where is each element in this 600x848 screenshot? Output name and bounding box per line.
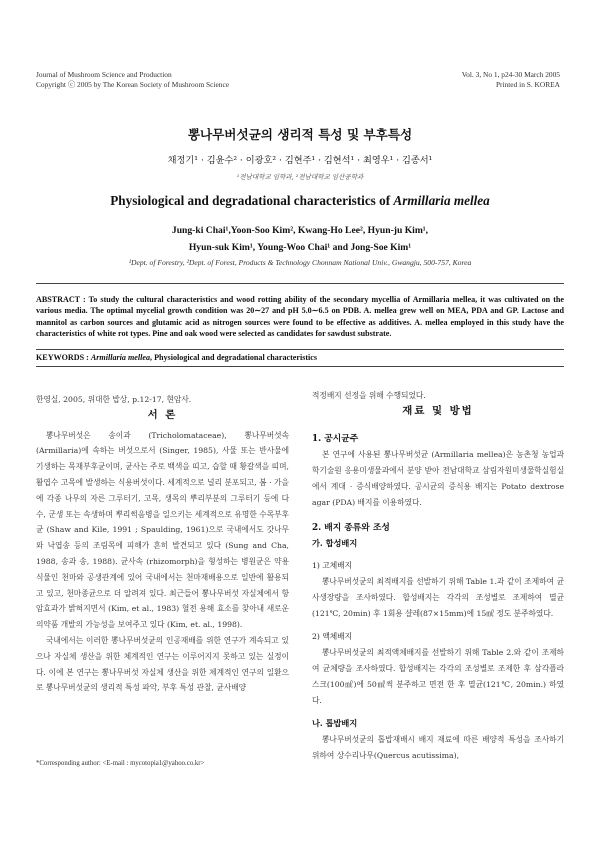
journal-name: Journal of Mushroom Science and Production: [36, 70, 172, 79]
title-english-species: Armillaria mellea: [393, 193, 490, 208]
abstract: [36, 294, 564, 339]
solid-media-paragraph: 뽕나무버섯균의 최적배지를 선발하기 위해 Table 1.과 같이 조제하여 균사생장량을 조사하였다. 합성배지는 각각의 조성별로 조제하여 멸균(121℃, 20min) 후 1회용 샬레(87×15mm)에 15㎖ 정도 분주하였다.: [312, 576, 564, 618]
affiliation-english: ¹Dept. of Forestry, ²Dept. of Forest, Products & Technology Chonnam National Univ., Gwangju, 500-757, Korea: [128, 258, 472, 267]
keywords-rest: , Physiological and degradational characteristics: [150, 353, 318, 362]
authors-english: [40, 222, 560, 256]
intro-paragraph-2: 국내에서는 이러한 뽕나무버섯균의 인공재배를 위한 연구가 계속되고 있으나 자실체 생산을 위한 체계적인 연구는 이루어지지 못하고 있는 실정이다. 이에 본 연구는 뽕나무버섯 자실체 생산을 위한 체계적인 연구의 일환으로 뽕나무버섯균의 생리적 특성 파악, 부후 특성 관찰, 균사배양: [36, 635, 289, 693]
keywords-species: Armillaria mellea: [90, 353, 151, 362]
left-column: [36, 392, 289, 696]
reference-carry: 한영실, 2005, 위대한 밥상, p.12-17, 현암사.: [36, 395, 192, 404]
section-methods-title: 재료 및 방법: [402, 404, 474, 417]
title-english-main: Physiological and degradational characteristics of: [110, 193, 394, 208]
printed-line: Printed in S. KOREA: [495, 80, 560, 89]
volume-line: Vol. 3, No 1, p24-30 March 2005: [461, 70, 560, 79]
corresponding-author-footnote: *Corresponding author: <E-mail : mycotopia1@yahoo.co.kr>: [36, 760, 205, 767]
divider-bottom: [36, 366, 564, 367]
sawdust-media-paragraph: 뽕나무버섯균의 톱밥재배시 배지 재료에 따른 배양적 특성을 조사하기 위하여 상수리나무(Quercus acutissima),: [312, 735, 564, 760]
authors-english-line2: Hyun-suk Kim¹, Young-Woo Chai¹ and Jong-Soe Kim¹: [188, 242, 412, 253]
keywords-label: KEYWORDS :: [36, 353, 91, 362]
title-english: [0, 193, 600, 209]
liquid-media-title: 2) 액체배지: [312, 632, 353, 642]
section-introduction-title: 서 론: [147, 408, 178, 421]
authors-korean: 채정기¹ · 김윤수² · 이광호² · 김현주¹ · 김현석¹ · 최영우¹ · 김종서¹: [167, 155, 433, 166]
right-column: [312, 388, 564, 764]
liquid-media-paragraph: 뽕나무버섯균의 최적액체배지를 선발하기 위해 Table 2.와 같이 조제하여 균체량을 조사하였다. 합성배지는 각각의 조성별로 조제한 후 삼각플라스크(100㎖)에 50㎖씩 분주하고 면전 한 후 멸균(121℃, 20min.) 하였다.: [312, 648, 564, 705]
synthetic-media-title: 가. 합성배지: [312, 538, 358, 549]
solid-media-title: 1) 고체배지: [312, 561, 353, 571]
right-carry: 적정배지 선정을 위해 수행되었다.: [312, 391, 426, 400]
divider-middle: [36, 349, 564, 350]
volume-header: [462, 70, 560, 90]
authors-english-line1: Jung-ki Chai¹,Yoon-Soo Kim², Kwang-Ho Lee², Hyun-ju Kim¹,: [171, 225, 429, 236]
copyright-line: Copyright ⓒ 2005 by The Korean Society of Mushroom Science: [36, 80, 230, 89]
abstract-text: To study the cultural characteristics and wood rotting ability of the secondary mycellia of Armillaria mellea, it was cultivated on the various media. The optimal mycelial growth condition was 20∼27 and pH 5.0∼6.5 on PDB. A. mellea grew well on MEA, PDA and GP. Lactose and mannitol as carbon sources and glutamic acid as nitrogen sources were found to be effective as additives. A. mellea employed in this study have the characteristics of white rot types. Pine and oak wood were selected as candidates for sawdust substrate.: [36, 295, 564, 338]
media-title: 2. 배지 종류와 조성: [312, 522, 390, 533]
intro-paragraph-1: 뽕나무버섯은 송이과 (Tricholomataceae), 뽕나무버섯속 (Armillaria)에 속하는 버섯으로서 (Singer, 1985), 사물 또는 반사물에 기생하는 목재부후균이며, 균사는 주로 백색을 띠고, 습할 때 황갈색을 띠며, 활엽수 고목에 발생하는 식용버섯이다. 세계적으로 널리 분포되고, 봄 · 가을에 각종 나무의 자른 그루터기, 고목, 생목의 뿌리부분의 그루터기 등에 다수, 군생 또는 속생하며 뿌리썩음병을 일으키는 세계적으로 유명한 수목부후균 (Shaw and Kile, 1991 ; Spaulding, 1961)으로 국내에서도 갓나무와 낙엽송 등의 조림목에 피해가 흔히 발견되고 있다 (Sung and Cha, 1988, 송과 송, 1988). 균사속 (rhizomorph)을 형성하는 병원균은 약용식물인 천마와 공생관계에 있어 국내에서는 천마재배용으로 일반에 활용되고 있고, 천마종균으로 더 알려져 있다. 최근들어 뽕나무버섯 자실체에서 항암효과가 밝혀지면서 (Kim, et al., 1983) 혈전 용해 효소를 찾아내 새로운 의약품 개발의 가능성을 보여주고 있다 (Kim, et. al., 1998).: [36, 430, 289, 630]
journal-header: [36, 70, 229, 90]
strain-title: 1. 공시균주: [312, 433, 359, 444]
sawdust-media-title: 나. 톱밥배지: [312, 718, 358, 729]
strain-paragraph: 본 연구에 사용된 뽕나무버섯균 (Armillaria mellea)은 농촌청 농업과학기술원 응용미생물과에서 분양 받아 전남대학교 삼림자원미생물학실험실에서 계대 · 증식배양하였다. 공시균의 증식용 배지는 Potato dextrose agar (PDA) 배지를 이용하였다.: [312, 450, 564, 507]
abstract-label: ABSTRACT :: [36, 295, 89, 304]
keywords: [36, 353, 564, 362]
affiliation-korean: ¹전남대학교 임학과, ²전남대학교 임산공학과: [236, 173, 364, 181]
divider-top: [36, 283, 564, 284]
title-korean: 뽕나무버섯균의 생리적 특성 및 부후특성: [187, 127, 413, 142]
